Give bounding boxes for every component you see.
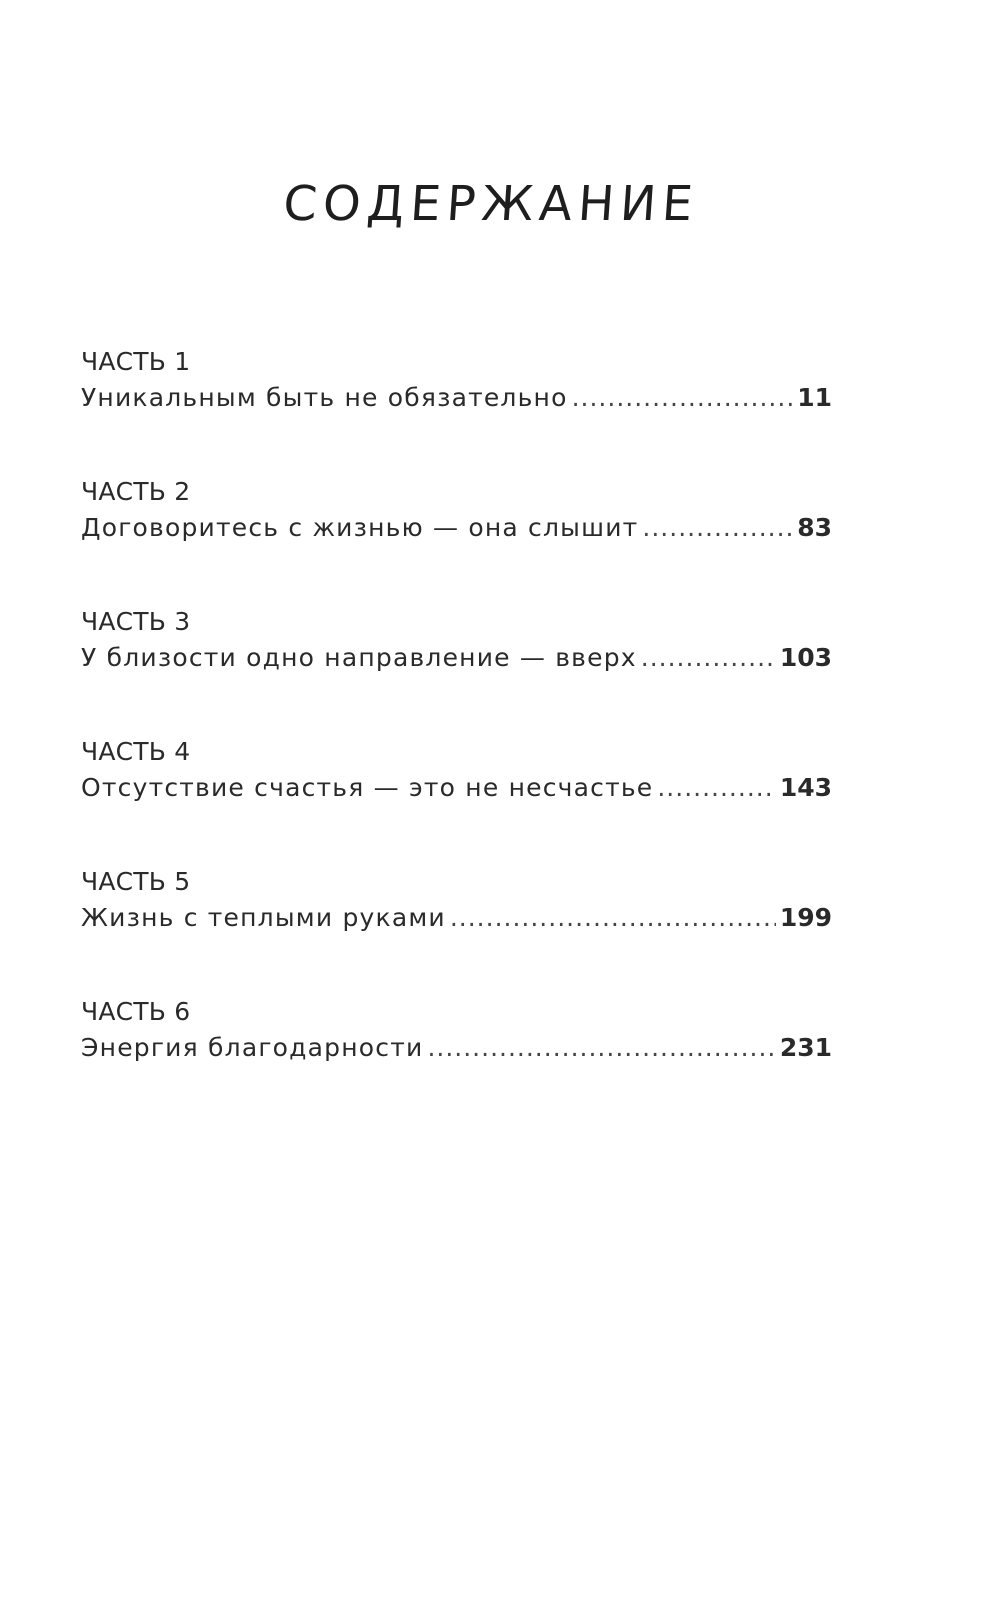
chapter-title: У близости одно направление — вверх [81, 643, 637, 672]
chapter-title: Энергия благодарности [81, 1033, 424, 1062]
page-number: 83 [797, 513, 832, 542]
chapter-title: Договоритесь с жизнью — она слышит [81, 513, 639, 542]
toc-entry-part-3 [81, 605, 832, 735]
toc-row [81, 1029, 832, 1067]
toc-entry-part-5 [81, 865, 832, 995]
part-label: ЧАСТЬ 3 [81, 607, 191, 636]
page-number: 199 [779, 903, 832, 932]
dot-leader [657, 769, 775, 807]
dot-leader [572, 379, 794, 417]
dot-leader [450, 899, 776, 937]
toc-row [81, 509, 832, 547]
table-of-contents [81, 345, 832, 1125]
toc-row [81, 639, 832, 677]
page-number: 231 [779, 1033, 832, 1062]
chapter-title: Жизнь с теплыми руками [81, 903, 446, 932]
page-title: СОДЕРЖАНИЕ [281, 176, 701, 232]
part-label: ЧАСТЬ 6 [81, 997, 191, 1026]
toc-entry-part-6 [81, 995, 832, 1125]
part-label: ЧАСТЬ 2 [81, 477, 191, 506]
part-label: ЧАСТЬ 1 [81, 347, 191, 376]
toc-entry-part-1 [81, 345, 832, 475]
dot-leader [642, 509, 793, 547]
page-number: 103 [779, 643, 832, 672]
toc-row [81, 379, 832, 417]
chapter-title: Уникальным быть не обязательно [81, 383, 568, 412]
toc-row [81, 899, 832, 937]
dot-leader [427, 1029, 775, 1067]
part-label: ЧАСТЬ 4 [81, 737, 191, 766]
toc-entry-part-4 [81, 735, 832, 865]
toc-entry-part-2 [81, 475, 832, 605]
chapter-title: Отсутствие счастья — это не несчастье [81, 773, 654, 802]
page-number: 11 [797, 383, 832, 412]
toc-row [81, 769, 832, 807]
dot-leader [641, 639, 776, 677]
part-label: ЧАСТЬ 5 [81, 867, 191, 896]
page-number: 143 [779, 773, 832, 802]
